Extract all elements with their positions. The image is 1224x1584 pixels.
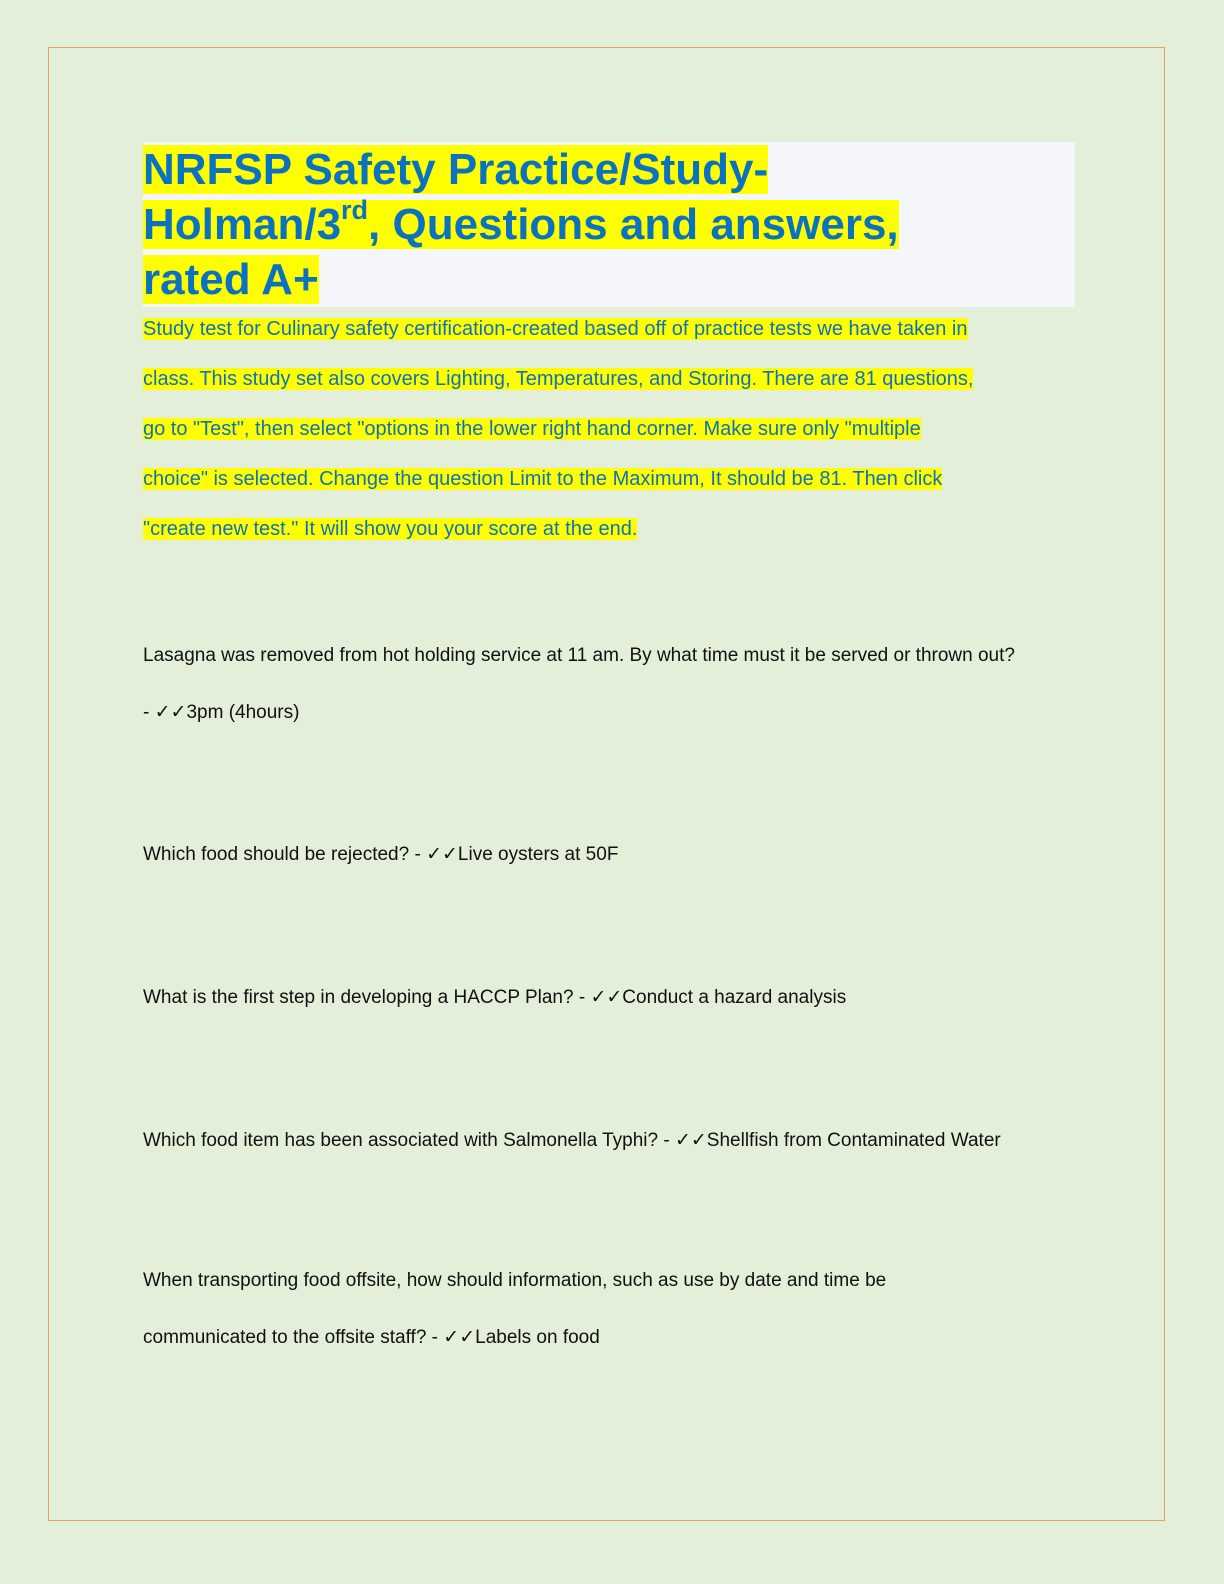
qa-item-3 xyxy=(143,969,1103,1026)
intro-line: go to "Test", then select "options in the lower right hand corner. Make sure only "multiple xyxy=(143,418,921,440)
qa-item-1 xyxy=(143,627,1103,741)
double-check-icon: ✓✓ xyxy=(590,986,623,1008)
qa-line xyxy=(143,826,1103,883)
question-text: When transporting food offsite, how should information, such as use by date and time be xyxy=(143,1270,887,1291)
answer-separator: - xyxy=(409,844,427,865)
intro-line: choice" is selected. Change the question Limit to the Maximum, It should be 81. Then click xyxy=(143,468,943,490)
double-check-icon: ✓✓ xyxy=(443,1326,476,1348)
question-text: Lasagna was removed from hot holding service at 11 am. By what time must it be served or thrown out? xyxy=(143,645,1015,666)
double-check-icon: ✓✓ xyxy=(154,701,187,723)
answer-text: Live oysters at 50F xyxy=(457,844,619,865)
title-line-2 xyxy=(143,195,899,249)
qa-item-5 xyxy=(143,1252,1103,1366)
question-text: What is the first step in developing a HACCP Plan? xyxy=(143,987,574,1008)
title-line-1: NRFSP Safety Practice/Study- xyxy=(143,145,769,194)
answer-line xyxy=(143,684,1103,741)
title-block xyxy=(143,142,1075,307)
answer-text: 3pm (4hours) xyxy=(186,702,300,723)
intro-line: class. This study set also covers Lighting, Temperatures, and Storing. There are 81 questions, xyxy=(143,368,974,390)
document-title xyxy=(143,142,1075,307)
qa-item-2 xyxy=(143,826,1103,883)
double-check-icon: ✓✓ xyxy=(426,843,458,865)
double-check-icon: ✓✓ xyxy=(674,1129,707,1151)
answer-separator: - xyxy=(426,1327,444,1348)
question-text: Which food item has been associated with Salmonella Typhi? xyxy=(143,1130,659,1151)
answer-text: Conduct a hazard analysis xyxy=(622,987,847,1008)
title-line-2-rest: , Questions and answers, xyxy=(368,200,899,249)
answer-separator: - xyxy=(658,1130,675,1151)
title-superscript: rd xyxy=(341,195,369,226)
title-line-3: rated A+ xyxy=(143,255,319,304)
intro-line: "create new test." It will show you your score at the end. xyxy=(143,518,638,540)
intro-line: Study test for Culinary safety certification-created based off of practice tests we have taken in xyxy=(143,318,968,340)
question-text: Which food should be rejected? xyxy=(143,844,410,865)
qa-line xyxy=(143,969,1103,1026)
answer-text: Shellfish from Contaminated Water xyxy=(706,1130,1001,1151)
answer-line xyxy=(143,1309,1103,1366)
qa-line xyxy=(143,1112,1103,1169)
answer-separator: - xyxy=(143,702,155,723)
question-text-continued: communicated to the offsite staff? xyxy=(143,1327,427,1348)
answer-text: Labels on food xyxy=(475,1327,600,1348)
answer-separator: - xyxy=(573,987,591,1008)
qa-item-4 xyxy=(143,1112,1103,1169)
title-line-2-main: Holman/3 xyxy=(143,200,342,249)
intro-paragraph xyxy=(143,304,1075,554)
